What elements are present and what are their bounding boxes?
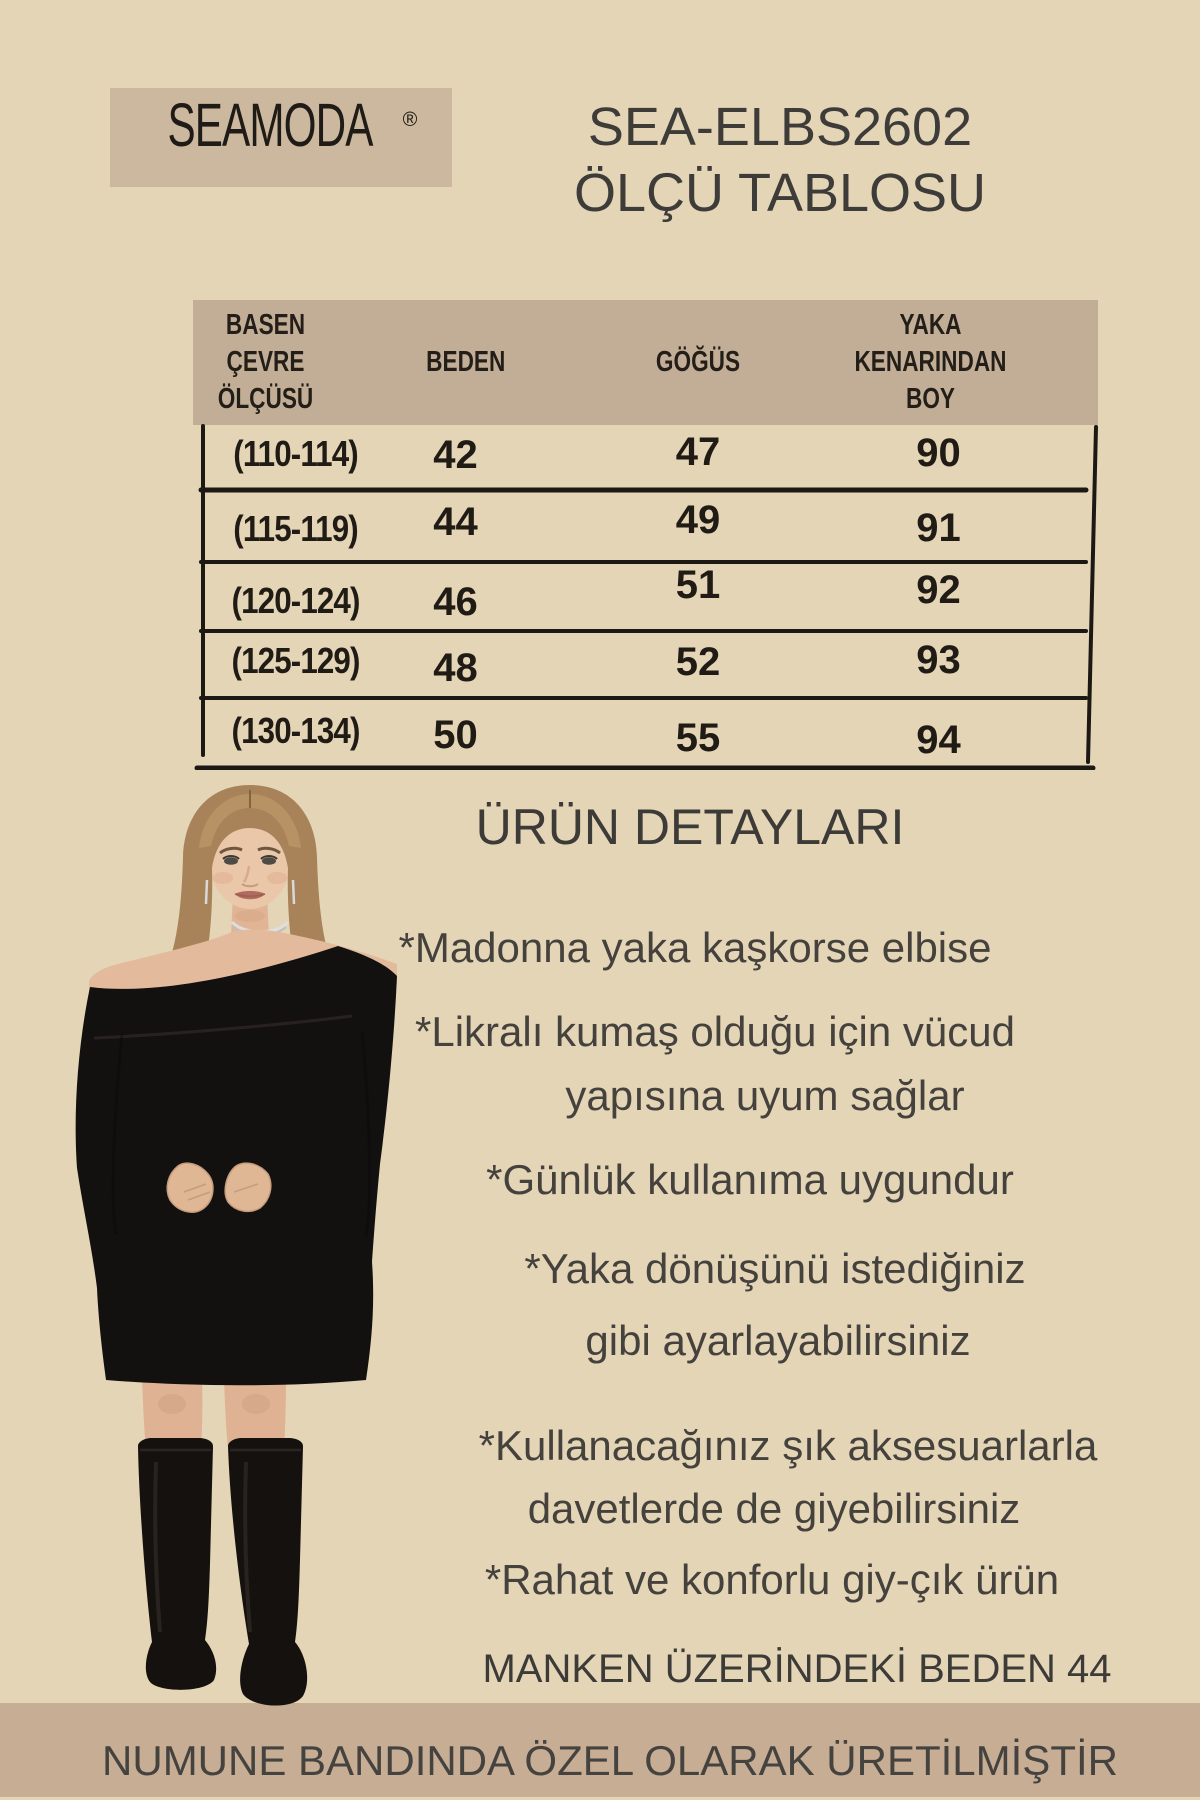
table-cell: 44 [433, 500, 478, 544]
table-cell: 55 [675, 716, 721, 760]
detail-line: davetlerde de giyebilirsiniz [527, 1485, 1021, 1532]
model-size-note: MANKEN ÜZERİNDEKİ BEDEN 44 [482, 1647, 1112, 1691]
table-cell: 42 [433, 433, 478, 477]
table-cell: 93 [916, 638, 961, 682]
table-cell: 51 [675, 563, 721, 607]
table-cell: (130-134) [231, 709, 360, 751]
table-cell: 52 [675, 640, 721, 684]
table-cell: (110-114) [233, 432, 358, 474]
page-title [460, 94, 1100, 226]
table-cell: 92 [916, 568, 961, 612]
detail-line: *Likralı kumaş olduğu için vücud [415, 1008, 1015, 1055]
table-cell: 47 [675, 430, 721, 474]
size-table-header [193, 300, 1098, 425]
col-header-yaka-boy: YAKA KENARINDAN BOY [854, 309, 1007, 415]
table-cell: (115-119) [233, 507, 358, 549]
col-header-gogus: GÖĞÜS [655, 346, 741, 378]
detail-line: gibi ayarlayabilirsiniz [585, 1317, 971, 1364]
details-heading: ÜRÜN DETAYLARI [475, 799, 905, 855]
detail-line: *Kullanacağınız şık aksesuarlarla [478, 1422, 1098, 1469]
brand-logo-text: SEAMODA [167, 91, 373, 160]
table-cell: 90 [916, 431, 961, 475]
brand-logo-graphic [110, 88, 452, 187]
table-cell: 94 [916, 718, 961, 762]
detail-line: *Yaka dönüşünü istediğiniz [524, 1245, 1026, 1292]
table-cell: 48 [433, 646, 478, 690]
footer-text: NUMUNE BANDINDA ÖZEL OLARAK ÜRETİLMİŞTİR [102, 1737, 1118, 1784]
table-cell: 50 [433, 713, 478, 757]
title-subline: ÖLÇÜ TABLOSU [573, 163, 987, 223]
detail-line: yapısına uyum sağlar [565, 1072, 965, 1119]
table-cell: 46 [433, 580, 478, 624]
table-cell: 91 [916, 506, 961, 550]
col-header-beden: BEDEN [425, 346, 506, 378]
detail-line: *Madonna yaka kaşkorse elbise [398, 924, 992, 971]
model-photo [60, 782, 400, 1732]
brand-logo [110, 88, 452, 187]
col-header-basen: BASEN ÇEVRE ÖLÇÜSÜ [217, 309, 314, 415]
detail-line: *Rahat ve konforlu giy-çık ürün [484, 1556, 1060, 1603]
detail-line: *Günlük kullanıma uygundur [486, 1156, 1014, 1203]
table-cell: (125-129) [231, 639, 360, 681]
table-cell: 49 [675, 498, 721, 542]
product-details [330, 782, 1190, 1702]
table-cell: (120-124) [231, 579, 360, 621]
size-table-body [193, 425, 1098, 770]
product-code: SEA-ELBS2602 [587, 97, 973, 157]
registered-mark-icon: ® [402, 109, 418, 131]
